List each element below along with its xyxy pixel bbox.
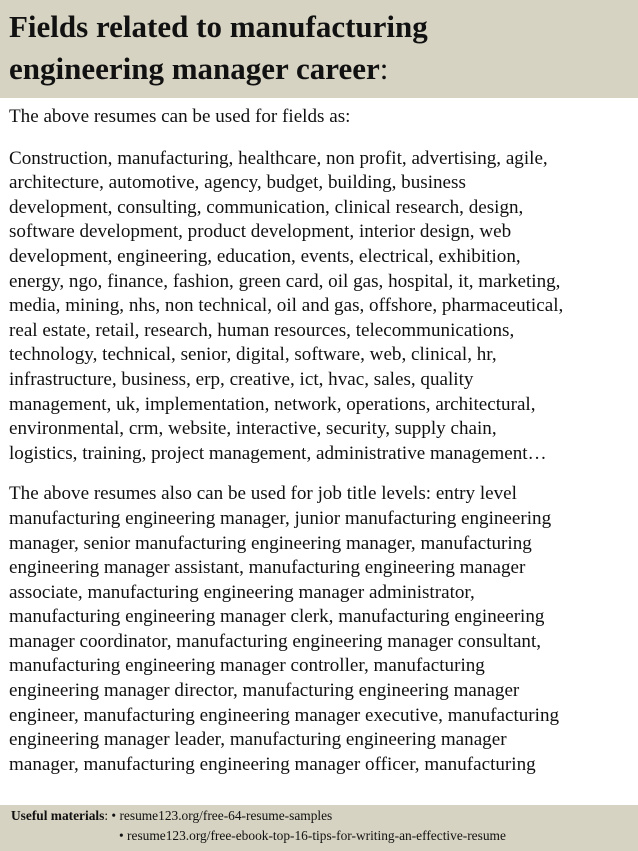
levels-line: associate, manufacturing engineering manager administrator, [9,581,475,603]
title-banner [0,0,638,98]
levels-line: manager, manufacturing engineering manager officer, manufacturing [9,753,536,775]
fields-line: logistics, training, project management, administrative management… [9,442,547,464]
job-levels-paragraph [9,482,633,777]
levels-line: manufacturing engineering manager, junior manufacturing engineering [9,507,552,529]
levels-line: engineer, manufacturing engineering manager executive, manufacturing [9,704,560,726]
fields-line: media, mining, nhs, non technical, oil and gas, offshore, pharmaceutical, [9,295,564,317]
levels-line: engineering manager leader, manufacturing engineering manager [9,729,507,751]
levels-line: engineering manager director, manufacturing engineering manager [9,680,520,702]
useful-materials-label: Useful materials [11,808,105,823]
levels-line: manufacturing engineering manager controller, manufacturing [9,655,485,677]
title-colon: : [379,51,389,86]
levels-line: manufacturing engineering manager clerk, manufacturing engineering [9,606,545,628]
intro-text: The above resumes can be used for fields as: [9,106,351,127]
levels-line: manager coordinator, manufacturing engineering manager consultant, [9,630,542,652]
body-content [9,105,633,805]
fields-line: management, uk, implementation, network, operations, architectural, [9,393,536,415]
fields-line: technology, technical, senior, digital, software, web, clinical, hr, [9,344,497,366]
fields-line: Construction, manufacturing, healthcare, non profit, advertising, agile, [9,147,548,169]
resume-samples-link[interactable]: • resume123.org/free-64-resume-samples [111,808,333,823]
footer-row-2 [119,828,506,844]
page-title [9,6,629,90]
fields-line: architecture, automotive, agency, budget, building, business [9,172,466,194]
fields-line: software development, product development, interior design, web [9,221,512,243]
useful-materials-footer [0,805,638,851]
fields-line: development, consulting, communication, clinical research, design, [9,196,524,218]
footer-row-1 [11,808,332,824]
title-line-2: engineering manager career [9,51,380,86]
levels-line: The above resumes also can be used for job title levels: entry level [9,483,517,505]
fields-line: infrastructure, business, erp, creative, ict, hvac, sales, quality [9,368,474,390]
ebook-tips-link[interactable]: • resume123.org/free-ebook-top-16-tips-for-writing-an-effective-resume [119,828,506,843]
fields-line: real estate, retail, research, human resources, telecommunications, [9,319,515,341]
footer-separator: : [104,808,112,823]
title-line-1: Fields related to manufacturing [9,9,428,44]
fields-line: development, engineering, education, events, electrical, exhibition, [9,245,521,267]
levels-line: manager, senior manufacturing engineering manager, manufacturing [9,532,532,554]
fields-line: energy, ngo, finance, fashion, green card, oil gas, hospital, it, marketing, [9,270,561,292]
fields-line: environmental, crm, website, interactive, security, supply chain, [9,418,497,440]
levels-line: engineering manager assistant, manufacturing engineering manager [9,557,526,579]
fields-paragraph [9,147,633,467]
